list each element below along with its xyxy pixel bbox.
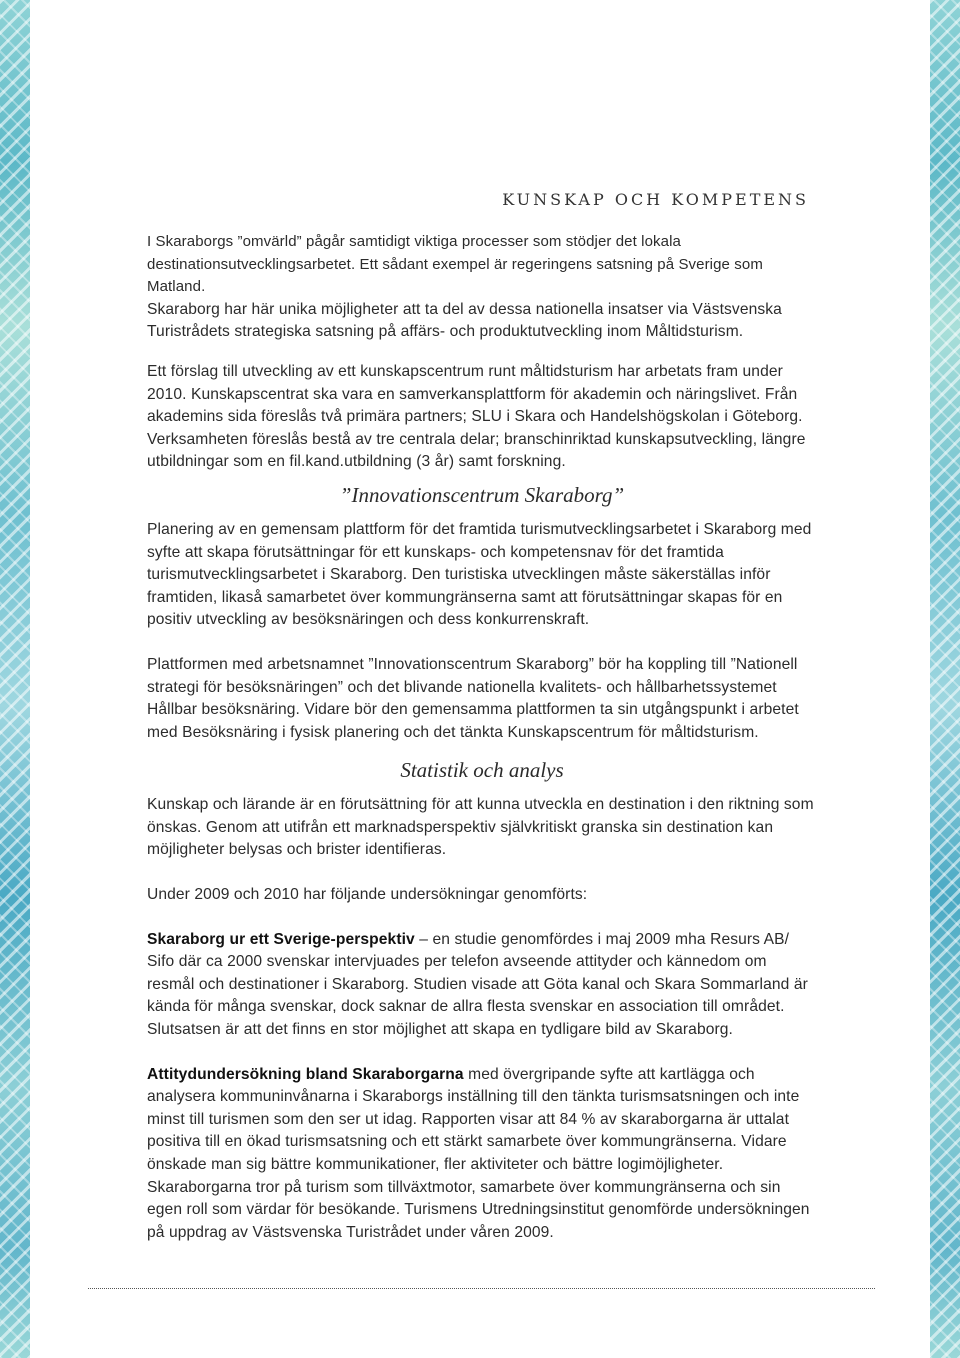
intro-paragraph-2: Ett förslag till utveckling av ett kunskapscentrum runt måltidsturism har arbetats fram under 2010. Kunskapscentrat ska vara en samverkansplattform för akademin och näringslivet. Från akademins sida föreslås två primära partners; SLU i Skara och Handelshögskolan i Göteborg. Verksamheten föreslås bestå av tre centrala delar; branschinriktad kunskapsutveckling, längre utbildningar som en fil.kand.utbildning (3 år) samt forskning. <box>147 362 806 471</box>
section-title-statistik: Statistik och analys <box>400 758 564 783</box>
page-content <box>147 190 817 1244</box>
footer-dotted-line <box>88 1288 875 1289</box>
statistik-paragraph-2: Under 2009 och 2010 har följande undersökningar genomförts: <box>147 886 588 904</box>
statistik-paragraph-1: Kunskap och lärande är en förutsättning för att kunna utveckla en destination i den riktning som önskas. Genom att utifrån ett marknadsperspektiv självkritiskt granska sin destination kan möjligheter belysas och brister identifieras. <box>147 796 814 859</box>
intro-paragraph-1b: Skaraborg har här unika möjligheter att ta del av dessa nationella insatser via Västsvenska Turistrådets strategiska satsning på affärs- och produktutveckling inom Måltidsturism. <box>147 300 782 341</box>
innovation-paragraph-1: Planering av en gemensam plattform för det framtida turismutvecklingsarbetet i Skaraborg med syfte att skapa förutsättningar för ett kunskaps- och kompetensnav för det framtida turismutvecklingsarbetet i Skaraborg. Den turistiska utvecklingen måste säkerställas inför framtiden, likaså samarbetet över kommungränserna samt att förutsättningar skapas för en positiv utveckling av besöksnäringen och dess konkurrenskraft. <box>147 520 812 629</box>
study-paragraph-2 <box>147 1064 817 1245</box>
study-2-text: med övergripande syfte att kartlägga och analysera kommuninvånarna i Skaraborgs inställning till den tänkta turismsatsningen och inte minst till turismen som den ser ut idag. Rapporten visar att 84 % av skaraborgarna är uttalat positiva till en ökad turismsatsning och ett stärkt samarbete över kommungränserna. Vidare önskade man sig bättre kommunikationer, fler aktiviteter och bättre logimöjligheter. Skaraborgarna tror på turism som tillväxtmotor, samarbete över kommungränserna och sin egen roll som värdar för besökande. Turismens Utredningsinstitut genomförde undersökningen på uppdrag av Västsvenska Turistrådet under våren 2009. <box>147 1065 810 1241</box>
study-paragraph-1 <box>147 929 817 1042</box>
innovation-paragraph-2: Plattformen med arbetsnamnet ”Innovationscentrum Skaraborg” bör ha koppling till ”Nationell strategi för besöksnäringen” och det blivande nationella kvalitets- och hållbarhetssystemet Hållbar besöksnäring. Vidare bör den gemensamma plattformen ta sin utgångspunkt i arbetet med Besöksnäring i fysisk planering och det tänkta Kunskapscentrum för måltidsturism. <box>147 655 799 741</box>
decorative-border-right <box>930 0 960 1358</box>
page-title: KUNSKAP OCH KOMPETENS <box>502 190 809 209</box>
study-1-text: – en studie genomfördes i maj 2009 mha Resurs AB/ Sifo där ca 2000 svenskar intervjuades per telefon avseende attityder och kännedom om resmål och destinationer i Skaraborg. Studien visade att Göta kanal och Skara Sommarland är kända för många svenskar, dock saknar de allra flesta svenskar en association till området. Slutsatsen är att det finns en stor möjlighet att skapa en tydligare bild av Skaraborg. <box>147 930 808 1039</box>
study-2-title: Attitydundersökning bland Skaraborgarna <box>147 1065 464 1083</box>
intro-paragraph-1: I Skaraborgs ”omvärld” pågår samtidigt viktiga processer som stödjer det lokala destinationsutvecklingsarbetet. Ett sådant exempel är regeringens satsning på Sverige som Matland. <box>147 233 763 296</box>
decorative-border-left <box>0 0 30 1358</box>
study-1-title: Skaraborg ur ett Sverige-perspektiv <box>147 930 415 948</box>
section-title-innovation: ”Innovationscentrum Skaraborg” <box>339 482 625 507</box>
